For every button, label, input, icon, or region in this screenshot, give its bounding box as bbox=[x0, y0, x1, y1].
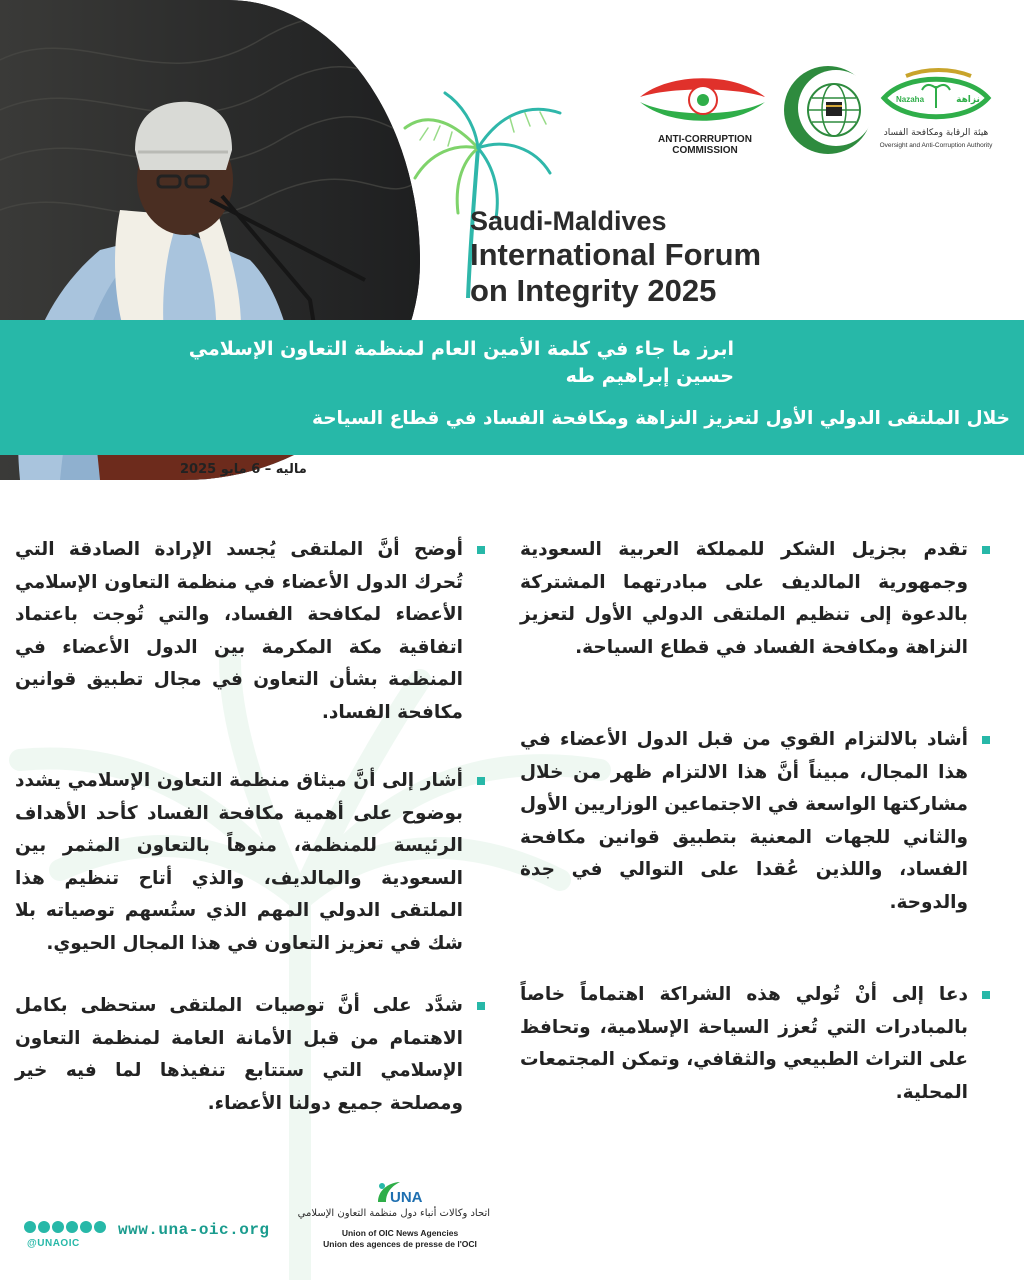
una-mark-icon bbox=[370, 1180, 430, 1206]
acc-logo bbox=[625, 72, 780, 156]
list-item bbox=[520, 724, 990, 919]
nazaha-eye-icon bbox=[876, 68, 996, 126]
list-item-text: دعا إلى أنْ تُولي هذه الشراكة اهتماماً خاصاً بالمبادرات التي تُعزز السياحة الإسلامية، وتحافظ على التراث الطبيعي والثقافي، وتمكن المجتمعات المحلية. bbox=[520, 984, 968, 1103]
oic-crescent-globe-icon bbox=[780, 62, 876, 158]
bullet-icon bbox=[982, 736, 990, 744]
una-en-name: Union of OIC News Agencies bbox=[341, 1228, 459, 1238]
left-column bbox=[15, 534, 485, 1120]
right-column bbox=[520, 534, 990, 1109]
youtube-icon[interactable] bbox=[52, 1221, 64, 1233]
headline-banner bbox=[0, 320, 1024, 455]
list-item bbox=[520, 534, 990, 664]
title-line-3: on Integrity 2025 bbox=[470, 273, 717, 308]
title-line-2: International Forum bbox=[470, 237, 762, 272]
nazaha-en-text: Oversight and Anti-Corruption Authority bbox=[879, 142, 993, 149]
list-item-text: شدَّد على أنَّ توصيات الملتقى ستحظى بكامل الاهتمام من قبل الأمانة العامة لمنظمة التعاون الإسلامي التي ستتابع تنفيذها لما فيه خير ومصلحة جميع دولنا الأعضاء. bbox=[15, 995, 463, 1114]
acc-eye-icon bbox=[625, 72, 780, 132]
nazaha-ar-label: نزاهة bbox=[956, 95, 980, 105]
dateline: ماليه – 6 مايو 2025 bbox=[180, 462, 307, 477]
social-handle[interactable]: @UNAOIC bbox=[27, 1238, 80, 1249]
bullet-icon bbox=[477, 1002, 485, 1010]
banner-line-2: حسين إبراهيم طه bbox=[565, 365, 734, 387]
bullet-icon bbox=[477, 777, 485, 785]
tiktok-icon[interactable] bbox=[94, 1221, 106, 1233]
website-link[interactable]: www.una-oic.org bbox=[118, 1221, 270, 1239]
list-item bbox=[15, 990, 485, 1120]
list-item-text: أشار إلى أنَّ ميثاق منظمة التعاون الإسلامي يشدد بوضوح على أهمية مكافحة الفساد كأحد الأهداف الرئيسة للمنظمة، منوهاً بالتعاون المثمر بين السعودية والمالديف، والذي أتاح تنظيم هذا الملتقى الدولي المهم الذي ستُسهم توصياته بلا شك في تعزيز التعاون في هذا المجال الحيوي. bbox=[15, 770, 463, 954]
social-icons bbox=[24, 1218, 108, 1234]
una-logo bbox=[297, 1180, 490, 1280]
list-item bbox=[15, 765, 485, 960]
title-line-1: Saudi-Maldives bbox=[470, 206, 667, 236]
una-fr-name: Union des agences de presse de l'OCI bbox=[323, 1239, 477, 1249]
list-item-text: أوضح أنَّ الملتقى يُجسد الإرادة الصادقة التي تُحرك الدول الأعضاء في منظمة التعاون الإسلامي الأعضاء لمكافحة الفساد، والتي تُوجت باعتماد اتفاقية مكة المكرمة بين الدول الأعضاء في المنظمة بشأن التعاون في مجال تطبيق قوانين مكافحة الفساد. bbox=[15, 539, 463, 723]
acc-caption: ANTI-CORRUPTION COMMISSION bbox=[658, 134, 752, 156]
bullet-icon bbox=[477, 546, 485, 554]
nazaha-logo bbox=[876, 68, 996, 160]
una-brand: UNA bbox=[390, 1189, 423, 1206]
list-item-text: أشاد بالالتزام القوي من قبل الدول الأعضاء في هذا المجال، مبيناً أنَّ هذا الالتزام ظهر من خلال مشاركتها الواسعة في الاجتماعين الوزاريين الأول والثاني للجهات المعنية بتطبيق قوانين مكافحة الفساد، واللذين عُقدا على التوالي في جدة والدوحة. bbox=[520, 729, 968, 913]
bullet-icon bbox=[982, 991, 990, 999]
x-icon[interactable] bbox=[24, 1221, 36, 1233]
nazaha-ar-text: هيئة الرقابة ومكافحة الفساد bbox=[883, 128, 989, 138]
nazaha-label: Nazaha bbox=[896, 95, 925, 104]
list-item bbox=[520, 979, 990, 1109]
forum-title bbox=[470, 205, 830, 309]
list-item-text: تقدم بجزيل الشكر للمملكة العربية السعودية وجمهورية المالديف على مبادرتهما المشتركة بالدعوة إلى تنظيم الملتقى الدولي الأول لتعزيز النزاهة ومكافحة الفساد في قطاع السياحة. bbox=[520, 539, 968, 658]
bullet-icon bbox=[982, 546, 990, 554]
una-ar-name: اتحاد وكالات أنباء دول منظمة التعاون الإسلامي bbox=[297, 1208, 490, 1219]
telegram-icon[interactable] bbox=[80, 1221, 92, 1233]
banner-line-3: خلال الملتقى الدولي الأول لتعزيز النزاهة ومكافحة الفساد في قطاع السياحة bbox=[311, 408, 1010, 429]
list-item bbox=[15, 534, 485, 729]
instagram-icon[interactable] bbox=[38, 1221, 50, 1233]
banner-line-1: ابرز ما جاء في كلمة الأمين العام لمنظمة التعاون الإسلامي bbox=[188, 338, 734, 360]
facebook-icon[interactable] bbox=[66, 1221, 78, 1233]
